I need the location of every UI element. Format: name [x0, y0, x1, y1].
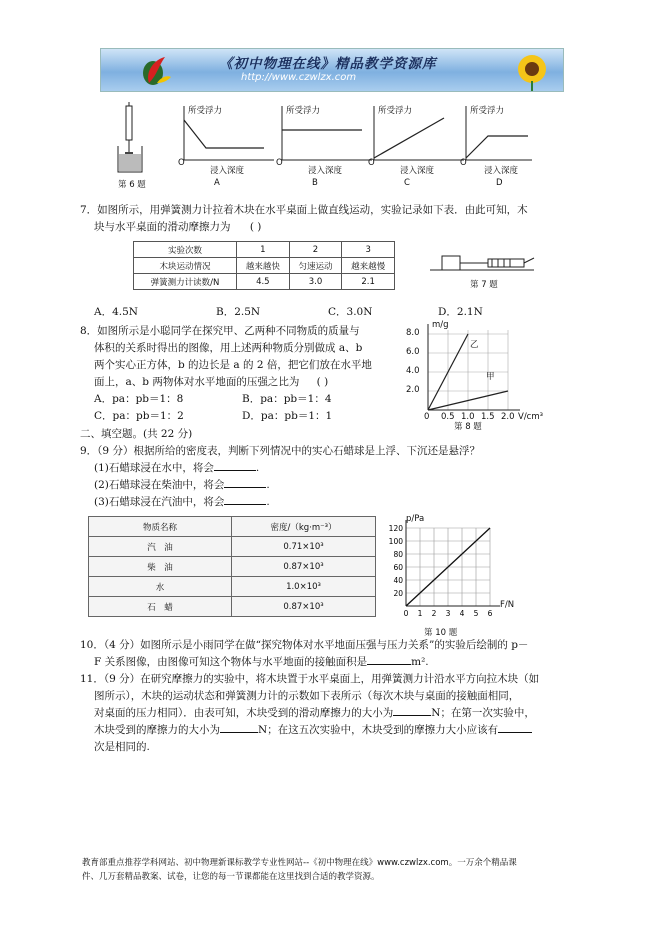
answer-blank[interactable] [393, 715, 431, 716]
q8-ytick: 2.0 [406, 385, 420, 395]
q6-b-origin: O [276, 158, 283, 168]
q8-graph [402, 320, 552, 428]
answer-blank[interactable] [224, 504, 266, 505]
table-cell: 弹簧测力计读数/N [134, 274, 237, 290]
x-tick-label: 2 [431, 609, 437, 618]
table-cell: 匀速运动 [289, 258, 342, 274]
q7-text-line1: 7．如图所示，用弹簧测力计拉着木块在水平桌面上做直线运动，实验记录如下表．由此可知，木 [80, 204, 528, 216]
table-header-cell: 1 [237, 242, 290, 258]
table-cell: 4.5 [237, 274, 290, 290]
table-header-cell: 密度/（kg·m⁻³） [232, 517, 376, 537]
q11-line5: 次是相同的. [94, 741, 150, 753]
q7-option-d: D．2.1N [438, 306, 483, 318]
q8-xtick: 0.5 [441, 412, 455, 422]
q7-text-line2 [94, 219, 261, 235]
x-tick-label: 1 [417, 609, 423, 618]
q10-ylabel: p/Pa [406, 514, 425, 524]
q9-item-text: (2)石蜡球浸在柴油中，将会 [94, 479, 225, 491]
table-row [134, 258, 395, 274]
q11-line3-body: 对桌面的压力相同）．由表可知，木块受到的滑动摩擦力的大小为 [94, 707, 394, 719]
q7-block-and-scale-drawing [430, 250, 540, 280]
q10-line2 [94, 654, 429, 670]
q6-c-origin: O [368, 158, 375, 168]
table-row [134, 274, 395, 290]
q10-graph-caption: 第 10 题 [424, 628, 458, 638]
q6-a-origin: O [178, 158, 185, 168]
q7-option-a: A．4.5N [94, 306, 138, 318]
q6-d-origin: O [460, 158, 467, 168]
banner-url: http://www.czwlzx.com [241, 72, 357, 83]
site-logo-icon [139, 53, 173, 87]
answer-blank[interactable] [498, 732, 532, 733]
q8-option-a: A．pa：pb＝1：8 [94, 393, 184, 405]
q6-caption: 第 6 题 [118, 180, 146, 190]
q7-option-c: C．3.0N [328, 306, 373, 318]
q9-intro: 9．（9 分）根据所给的密度表，判断下列情况中的实心石蜡球是上浮、下沉还是悬浮？ [80, 445, 480, 457]
table-cell: 2.1 [342, 274, 395, 290]
q6-d-ylabel: 所受浮力 [470, 106, 505, 116]
q8-xtick: 0 [424, 412, 430, 422]
q6-a-xlabel: 浸入深度 [210, 166, 245, 176]
q9-item: (2)石蜡球浸在柴油中，将会 . [94, 479, 270, 491]
y-tick-label: 60 [393, 563, 403, 572]
x-tick-label: 5 [473, 609, 479, 618]
q8-line3: 两个实心正方体，b 的边长是 a 的 2 倍，把它们放在水平地 [94, 359, 372, 371]
q7-text-line2-body: 块与水平桌面的滑动摩擦力为 [94, 221, 231, 233]
table-cell: 0.87×10³ [232, 597, 376, 617]
table-cell: 石 蜡 [89, 597, 232, 617]
q8-line1: 8．如图所示是小聪同学在探究甲、乙两种不同物质的质量与 [80, 325, 360, 337]
table-row [89, 577, 376, 597]
q11-line1: 11．（9 分）在研究摩擦力的实验中，将木块置于水平桌面上，用弹簧测力计沿水平方向拉木块（如 [80, 673, 540, 685]
table-cell: 木块运动情况 [134, 258, 237, 274]
q6-a-ylabel: 所受浮力 [188, 106, 223, 116]
table-row [89, 597, 376, 617]
y-tick-label: 100 [388, 537, 403, 546]
q11-line4-tail: N；在这五次实验中，木块受到的摩擦力大小应该有 [258, 724, 499, 736]
section-heading: 二、填空题。(共 22 分) [80, 428, 193, 440]
q9-item-text: (1)石蜡球浸在水中，将会 [94, 462, 214, 474]
table-cell: 汽 油 [89, 537, 232, 557]
table-cell: 越来越慢 [342, 258, 395, 274]
answer-blank[interactable] [367, 664, 411, 665]
q6-b-xlabel: 浸入深度 [308, 166, 343, 176]
q6-b-ylabel: 所受浮力 [286, 106, 321, 116]
table-header-cell: 物质名称 [89, 517, 232, 537]
q11-line3-tail: N；在第一次实验中， [431, 707, 535, 719]
q8-xtick: 2.0 [501, 412, 515, 422]
header-banner [100, 48, 564, 92]
table-cell: 3.0 [289, 274, 342, 290]
q6-c-xlabel: 浸入深度 [400, 166, 435, 176]
q6-figure [116, 102, 536, 194]
q10-line1: 10．（4 分）如图所示是小雨同学在做“探究物体对水平地面压强与压力关系”的实验后绘制的 p－ [80, 639, 529, 651]
q9-item: (1)石蜡球浸在水中，将会 . [94, 462, 260, 474]
q7-option-b: B．2.5N [216, 306, 261, 318]
q8-ytick: 4.0 [406, 366, 420, 376]
table-header-cell: 3 [342, 242, 395, 258]
q6-option-c: C [404, 178, 410, 188]
q10-chart [384, 514, 514, 624]
q8-line2: 体积的关系时得出的图像，用上述两种物质分别做成 a、b [94, 342, 363, 354]
table-cell: 柴 油 [89, 557, 232, 577]
q10-line2-body: F 关系图像，由图像可知这个物体与水平地面的接触面积是 [94, 656, 368, 668]
table-cell: 水 [89, 577, 232, 597]
table-row [89, 557, 376, 577]
q8-xlabel: V/cm³ [518, 412, 544, 422]
y-tick-label: 80 [393, 550, 403, 559]
x-tick-label: 0 [403, 609, 409, 618]
footer-line2: 件、几万套精品教案、试卷，让您的每一节课都能在这里找到合适的教学资源。 [82, 872, 380, 882]
q9-item-text: (3)石蜡球浸在汽油中，将会 [94, 496, 225, 508]
table-cell: 1.0×10³ [232, 577, 376, 597]
q11-line4 [94, 722, 532, 738]
table-cell: 越来越快 [237, 258, 290, 274]
table-row [89, 517, 376, 537]
q8-ytick: 8.0 [406, 328, 420, 338]
table-cell: 0.71×10³ [232, 537, 376, 557]
q8-series-label: 甲 [486, 372, 495, 382]
answer-blank[interactable] [224, 487, 266, 488]
q8-option-c: C．pa：pb＝1：2 [94, 410, 184, 422]
q8-ylabel: m/g [432, 320, 449, 330]
q7-table [133, 241, 395, 290]
x-tick-label: 3 [445, 609, 451, 618]
q10-unit: m². [411, 656, 429, 668]
sunflower-icon [507, 51, 557, 91]
footer-line1: 教育部重点推荐学科网站、初中物理新课标教学专业性网站--《初中物理在线》www.czwlzx.com。一万余个精品课 [82, 858, 517, 868]
q9-item: (3)石蜡球浸在汽油中，将会 . [94, 496, 270, 508]
q8-answer-paren: ( ) [316, 376, 329, 388]
q8-xtick: 1.5 [481, 412, 495, 422]
q8-line4 [94, 374, 328, 390]
q6-option-a: A [214, 178, 220, 188]
q10-xlabel: F/N [500, 600, 515, 610]
table-header-cell: 2 [289, 242, 342, 258]
q7-answer-paren: ( ) [249, 221, 262, 233]
q8-line4-body: 面上，a、b 两物体对水平地面的压强之比为 [94, 376, 300, 388]
q11-line4-body: 木块受到的摩擦力的大小为 [94, 724, 220, 736]
y-tick-label: 20 [393, 589, 403, 598]
q8-ytick: 6.0 [406, 347, 420, 357]
table-header-cell: 实验次数 [134, 242, 237, 258]
q8-option-b: B．pa：pb＝1：4 [242, 393, 332, 405]
q8-xtick: 1.0 [461, 412, 475, 422]
q8-graph-caption: 第 8 题 [454, 422, 482, 432]
q8-series-label: 乙 [470, 340, 479, 350]
table-cell: 0.87×10³ [232, 557, 376, 577]
table-row [89, 537, 376, 557]
q6-d-xlabel: 浸入深度 [484, 166, 519, 176]
y-tick-label: 40 [393, 576, 403, 585]
q6-c-ylabel: 所受浮力 [378, 106, 413, 116]
q6-option-d: D [496, 178, 503, 188]
x-tick-label: 4 [459, 609, 465, 618]
answer-blank[interactable] [214, 470, 256, 471]
table-row [134, 242, 395, 258]
y-tick-label: 120 [388, 524, 403, 533]
q8-option-d: D．pa：pb＝1：1 [242, 410, 333, 422]
x-tick-label: 6 [487, 609, 493, 618]
q6-option-b: B [312, 178, 318, 188]
q9-density-table [88, 516, 376, 617]
q7-figure-caption: 第 7 题 [470, 280, 498, 290]
banner-title: 《初中物理在线》精品教学资源库 [219, 56, 437, 72]
answer-blank[interactable] [220, 732, 258, 733]
q10-graph [384, 514, 514, 624]
q7-figure [430, 250, 540, 290]
q11-line2: 图所示），木块的运动状态和弹簧测力计的示数如下表所示（每次木块与桌面的接触面相同， [94, 690, 520, 702]
q11-line3 [94, 705, 535, 721]
